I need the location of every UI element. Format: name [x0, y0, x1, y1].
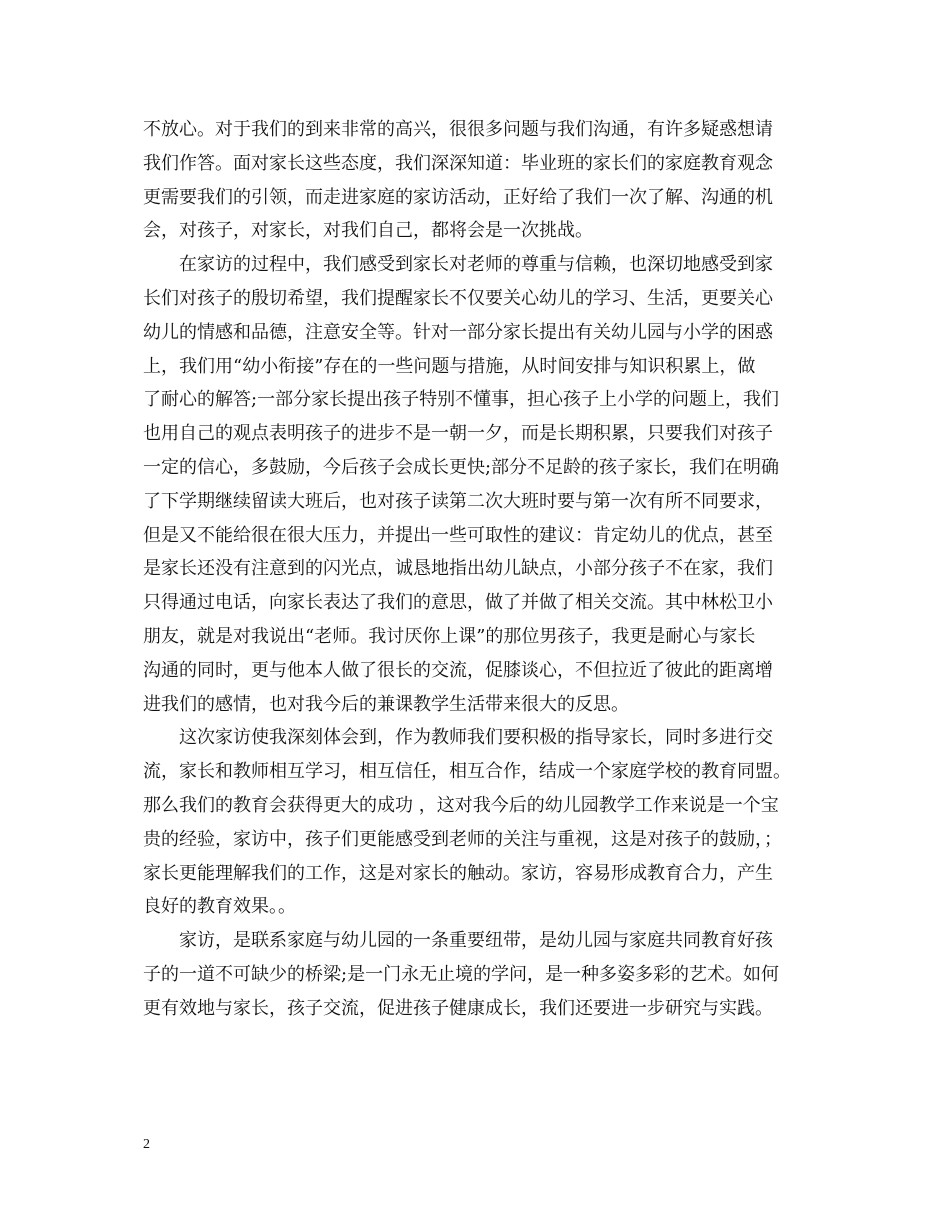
text-line: 会，对孩子，对家长，对我们自己，都将会是一次挑战。	[143, 220, 593, 242]
text-line: 幼儿的情感和品德，注意安全等。针对一部分家长提出有关幼儿园与小学的困惑	[143, 321, 773, 343]
text-line: 是家长还没有注意到的闪光点，诚恳地指出幼儿缺点，小部分孩子不在家，我们	[143, 558, 773, 580]
page-number: 2	[143, 1137, 150, 1152]
text-line: 家长更能理解我们的工作，这是对家长的触动。家访，容易形成教育合力，产生	[143, 862, 773, 884]
text-line: 也用自己的观点表明孩子的进步不是一朝一夕，而是长期积累，只要我们对孩子	[143, 423, 773, 445]
text-line: 朋友，就是对我说出“老师。我讨厌你上课”的那位男孩子，我更是耐心与家长	[143, 625, 756, 647]
body-text	[143, 113, 808, 1026]
paragraph-first-line: 这次家访使我深刻体会到，作为教师我们要积极的指导家长，同时多进行交	[179, 727, 773, 749]
text-line: 进我们的感情，也对我今后的兼课教学生活带来很大的反思。	[143, 693, 629, 715]
text-line: 但是又不能给很在很大压力，并提出一些可取性的建议：肯定幼儿的优点，甚至	[143, 524, 773, 546]
text-line: 了下学期继续留读大班后，也对孩子读第二次大班时要与第一次有所不同要求，	[143, 490, 773, 512]
text-line: 沟通的同时，更与他本人做了很长的交流，促膝谈心，不但拉近了彼此的距离增	[143, 659, 773, 681]
paragraph-first-line: 家访，是联系家庭与幼儿园的一条重要纽带，是幼儿园与家庭共同教育好孩	[179, 930, 773, 952]
paragraph-first-line: 在家访的过程中，我们感受到家长对老师的尊重与信赖，也深切地感受到家	[179, 254, 773, 276]
text-line: 更需要我们的引领，而走进家庭的家访活动，正好给了我们一次了解、沟通的机	[143, 186, 773, 208]
text-line: 良好的教育效果。。	[143, 896, 296, 918]
text-line: 只得通过电话，向家长表达了我们的意思，做了并做了相关交流。其中林松卫小	[143, 592, 773, 614]
text-line: 长们对孩子的殷切希望，我们提醒家长不仅要关心幼儿的学习、生活，更要关心	[143, 287, 773, 309]
text-line: 那么我们的教育会获得更大的成功 ，这对我今后的幼儿园教学工作来说是一个宝	[143, 794, 779, 816]
text-line: 更有效地与家长，孩子交流，促进孩子健康成长，我们还要进一步研究与实践。	[143, 997, 773, 1019]
text-line: 我们作答。面对家长这些态度，我们深深知道：毕业班的家长们的家庭教育观念	[143, 152, 773, 174]
text-line: 贵的经验，家访中，孩子们更能感受到老师的关注与重视，这是对孩子的鼓励，；	[143, 828, 782, 850]
text-line: 上，我们用“幼小衔接”存在的一些问题与措施，从时间安排与知识积累上，做	[143, 355, 756, 377]
text-line: 了耐心的解答;一部分家长提出孩子特别不懂事，担心孩子上小学的问题上，我们	[143, 389, 780, 411]
text-line: 流，家长和教师相互学习，相互信任，相互合作，结成一个家庭学校的教育同盟。	[143, 761, 791, 783]
text-line: 不放心。对于我们的到来非常的高兴，很很多问题与我们沟通，有许多疑惑想请	[143, 119, 773, 140]
text-line: 一定的信心，多鼓励，今后孩子会成长更快;部分不足龄的孩子家长，我们在明确	[143, 456, 780, 478]
text-line: 子的一道不可缺少的桥梁;是一门永无止境的学问，是一种多姿多彩的艺术。如何	[143, 963, 780, 985]
